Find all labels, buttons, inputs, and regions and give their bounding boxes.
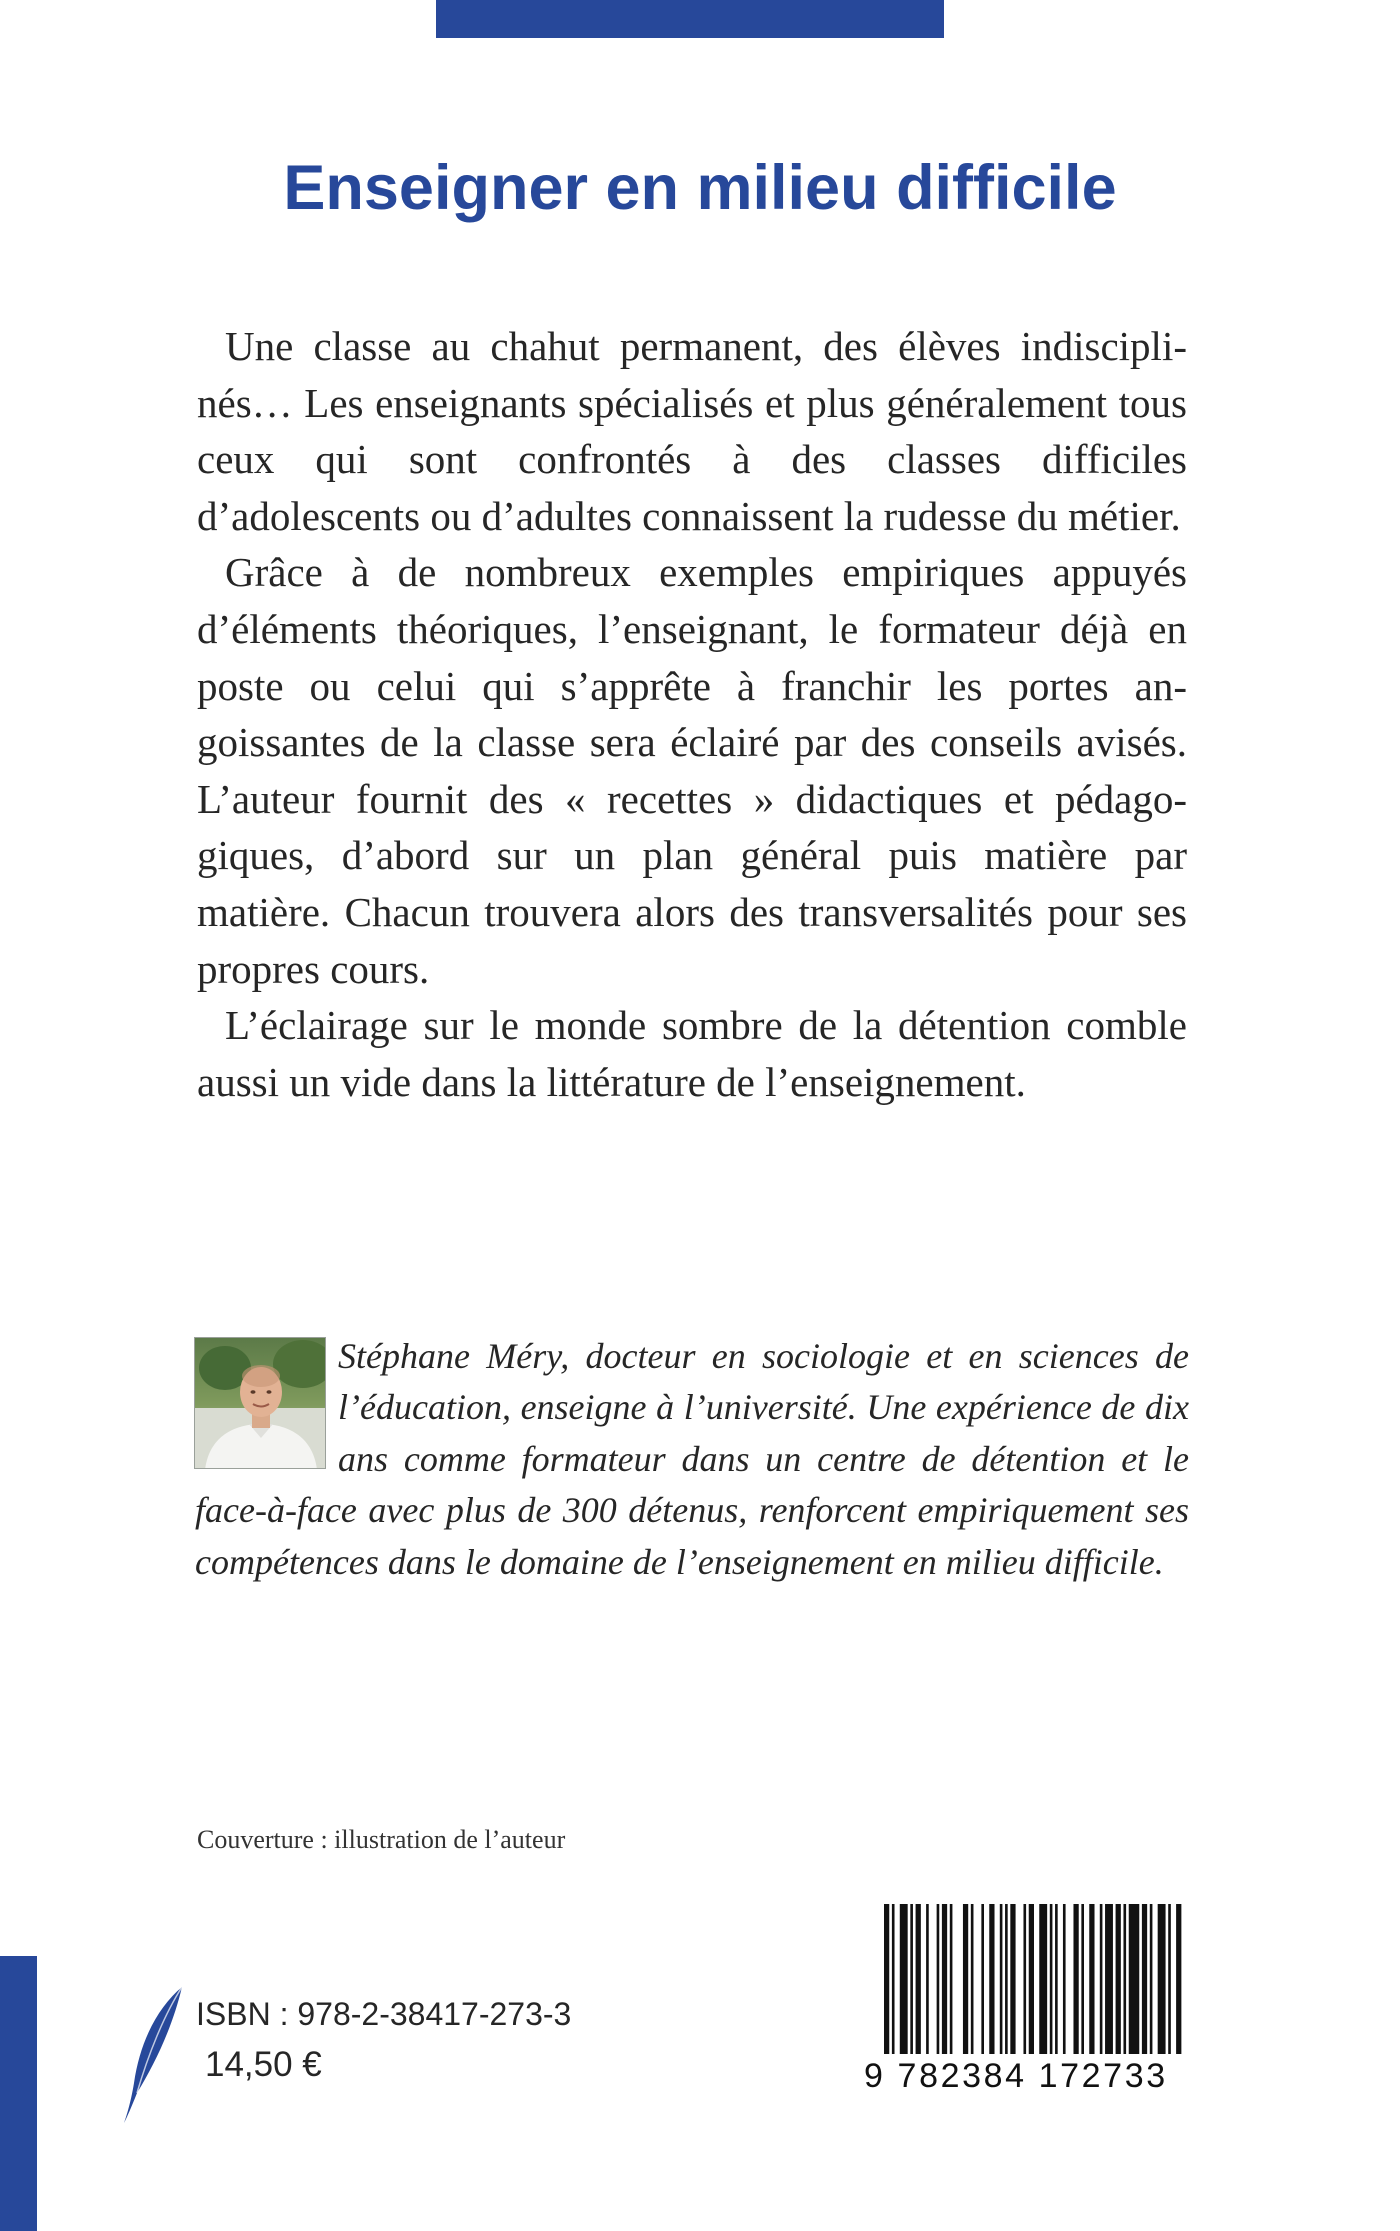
barcode-bar <box>916 1904 921 2054</box>
author-bio <box>195 1331 1189 1588</box>
bottom-left-color-strip <box>0 1956 37 2231</box>
barcode-bar <box>910 1904 913 2054</box>
barcode-bar <box>1029 1904 1034 2054</box>
top-color-bar <box>436 0 944 38</box>
back-cover-blurb <box>197 318 1187 1110</box>
barcode-bar <box>1100 1904 1103 2054</box>
isbn-barcode <box>864 1904 1190 2108</box>
barcode-bars <box>884 1904 1184 2054</box>
barcode-bar <box>1158 1904 1166 2054</box>
barcode-bar <box>1105 1904 1113 2054</box>
barcode-bar <box>1150 1904 1153 2054</box>
barcode-bar <box>1089 1904 1094 2054</box>
quill-feather-icon <box>118 1985 188 2125</box>
barcode-bar <box>926 1904 929 2054</box>
author-bio-text: Stéphane Méry, docteur en sociologie et en sciences de l’éducation, enseigne à l’université. Une expérience de dix ans comme formateur dans un centre de détention et le face-à-face avec plus de 300 détenus, renforcent empiriquement ses compétences dans le domaine de l’enseignement en milieu difficile. <box>195 1336 1189 1582</box>
book-title: Enseigner en milieu difficile <box>283 153 1117 223</box>
barcode-bar <box>1055 1904 1058 2054</box>
barcode-bar <box>1081 1904 1084 2054</box>
photo-spacer <box>195 1331 338 1471</box>
barcode-bar <box>1129 1904 1140 2054</box>
barcode-bar <box>1023 1904 1026 2054</box>
barcode-bar <box>1123 1904 1126 2054</box>
barcode-bar <box>937 1904 940 2054</box>
barcode-bar <box>1168 1904 1171 2054</box>
barcode-bar <box>1000 1904 1003 2054</box>
isbn-number: ISBN : 978-2-38417-273-3 <box>196 1996 572 2032</box>
barcode-bar <box>942 1904 947 2054</box>
barcode-digits: 9 782384 172733 <box>864 2057 1168 2095</box>
barcode-bar <box>884 1904 889 2054</box>
barcode-bar <box>1116 1904 1121 2054</box>
barcode-bar <box>981 1904 984 2054</box>
barcode-bar <box>1073 1904 1078 2054</box>
barcode-bar <box>1142 1904 1147 2054</box>
barcode-bar <box>963 1904 968 2054</box>
barcode-bar <box>971 1904 974 2054</box>
barcode-bar <box>1050 1904 1053 2054</box>
barcode-bar <box>900 1904 908 2054</box>
barcode-bar <box>989 1904 994 2054</box>
barcode-bar <box>1039 1904 1047 2054</box>
blurb-paragraph-3: L’éclairage sur le monde sombre de la détention comble aussi un vide dans la littérature de l’enseignement. <box>197 1002 1187 1105</box>
blurb-paragraph-1: Une classe au chahut permanent, des élèves indisciplinés… Les enseignants spécialisés et plus généralement tous ceux qui sont confrontés à des classes difficiles d’adolescents ou d’adultes connaissent la rudesse du métier. <box>197 323 1187 539</box>
barcode-bar <box>892 1904 895 2054</box>
barcode-bar <box>1176 1904 1181 2054</box>
barcode-bar <box>950 1904 953 2054</box>
blurb-paragraph-2: Grâce à de nombreux exemples empiriques appuyés d’éléments théoriques, l’enseignant, le formateur déjà en poste ou celui qui s’apprête à franchir les portes angoissantes de la classe sera éclairé par des conseils avisés. L’auteur fournit des « recettes » didactiques et pédagogiques, d’abord sur un plan général puis matière par matière. Chacun trouvera alors des transversalités pour ses propres cours. <box>197 549 1187 992</box>
barcode-bar <box>1005 1904 1008 2054</box>
cover-credit: Couverture : illustration de l’auteur <box>197 1825 566 1854</box>
barcode-bar <box>1063 1904 1066 2054</box>
barcode-bar <box>1010 1904 1015 2054</box>
book-price: 14,50 € <box>205 2045 322 2084</box>
